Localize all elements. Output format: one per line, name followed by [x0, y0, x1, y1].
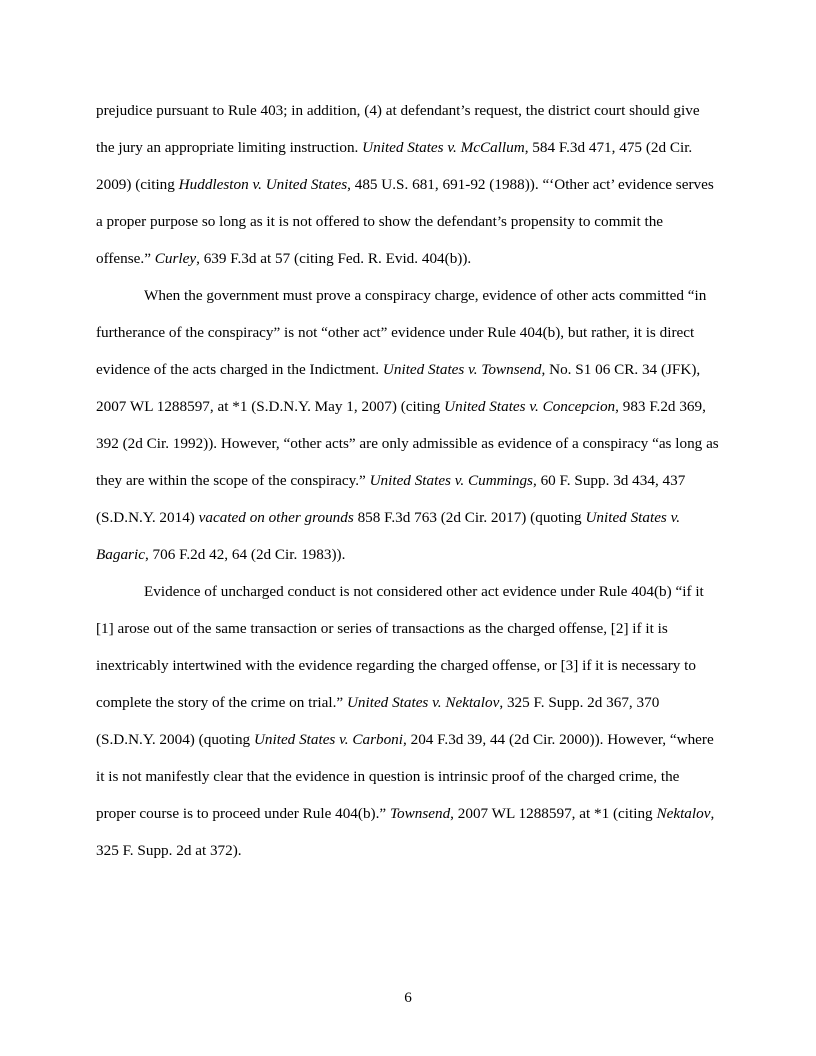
case-citation: Huddleston v. United States: [178, 176, 348, 193]
case-citation: United States v. Concepcion: [444, 398, 616, 415]
case-citation: Curley: [154, 250, 197, 267]
paragraph-uncharged-conduct: Evidence of uncharged conduct is not considered other act evidence under Rule 404(b) “if it [1] arose out of the same transaction or series of transactions as the charged offense, [2] if it is inextricably intertwined with the evidence regarding the charged offense, or [3] if it is necessary to complete the story of the crime on trial.” United States v. Nektalov, 325 F. Supp. 2d 367, 370 (S.D.N.Y. 2004) (quoting United States v. Carboni, 204 F.3d 39, 44 (2d Cir. 2000)). However, “where it is not manifestly clear that the evidence in question is intrinsic proof of the charged crime, the proper course is to proceed under Rule 404(b).” Townsend, 2007 WL 1288597, at *1 (citing Nektalov, 325 F. Supp. 2d at 372).: [96, 583, 715, 859]
document-body: [96, 92, 720, 869]
case-citation: United States v. Carboni: [253, 731, 403, 748]
case-citation: United States v. Cummings: [369, 472, 533, 489]
paragraph-limiting-instruction: prejudice pursuant to Rule 403; in addition, (4) at defendant’s request, the district court should give the jury an appropriate limiting instruction. United States v. McCallum, 584 F.3d 471, 475 (2d Cir. 2009) (citing Huddleston v. United States, 485 U.S. 681, 691-92 (1988)). “‘Other act’ evidence serves a proper purpose so long as it is not offered to show the defendant’s propensity to commit the offense.” Curley, 639 F.3d at 57 (citing Fed. R. Evid. 404(b)).: [96, 102, 714, 267]
subsequent-history: vacated on other grounds: [198, 509, 354, 526]
case-citation: United States v. Townsend: [382, 361, 542, 378]
case-citation: Townsend: [389, 805, 451, 822]
paragraph-conspiracy: When the government must prove a conspiracy charge, evidence of other acts committed “in furtherance of the conspiracy” is not “other act” evidence under Rule 404(b), but rather, it is direct evidence of the acts charged in the Indictment. United States v. Townsend, No. S1 06 CR. 34 (JFK), 2007 WL 1288597, at *1 (S.D.N.Y. May 1, 2007) (citing United States v. Concepcion, 983 F.2d 369, 392 (2d Cir. 1992)). However, “other acts” are only admissible as evidence of a conspiracy “as long as they are within the scope of the conspiracy.” United States v. Cummings, 60 F. Supp. 3d 434, 437 (S.D.N.Y. 2014) vacated on other grounds 858 F.3d 763 (2d Cir. 2017) (quoting United States v. Bagaric, 706 F.2d 42, 64 (2d Cir. 1983)).: [96, 287, 719, 563]
case-citation: United States v. Bagaric: [96, 509, 681, 563]
page-number: 6: [404, 989, 412, 1006]
case-citation: Nektalov: [656, 805, 711, 822]
case-citation: United States v. McCallum: [362, 139, 525, 156]
case-citation: United States v. Nektalov: [346, 694, 500, 711]
